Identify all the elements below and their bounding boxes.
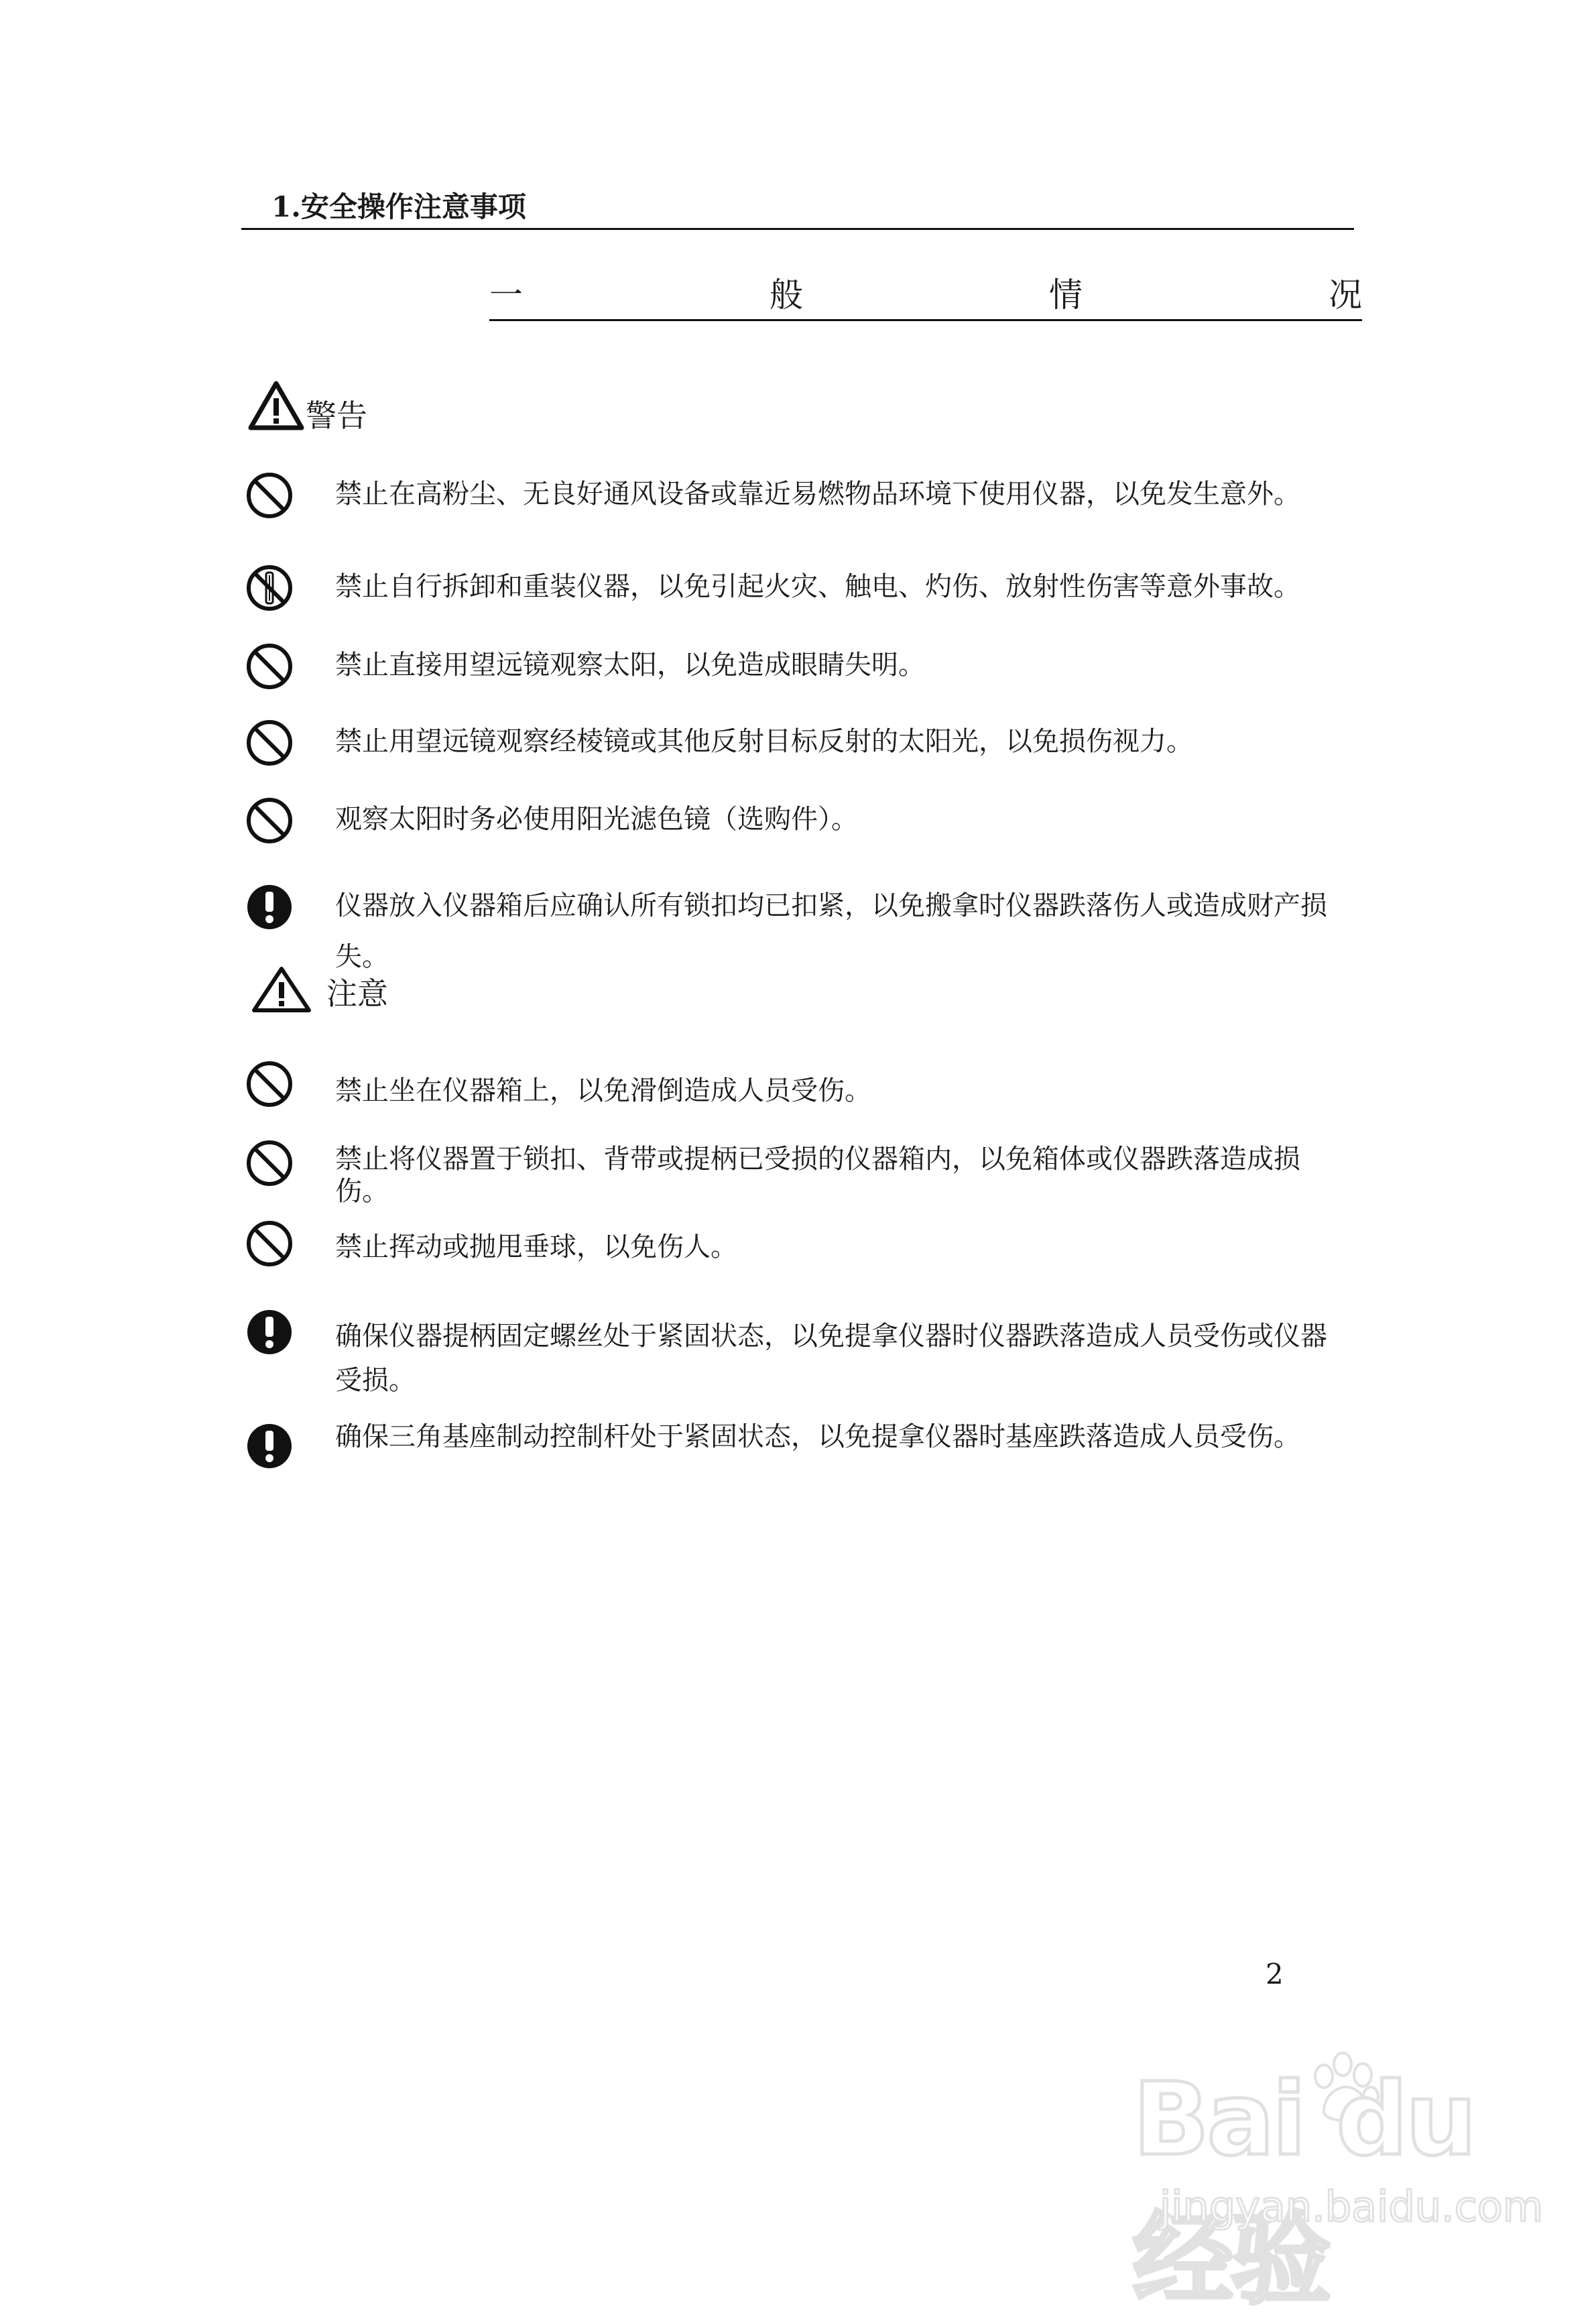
caution-item-text: 禁止坐在仪器箱上，以免滑倒造成人员受伤。 <box>335 1075 871 1106</box>
warning-item-text: 禁止直接用望远镜观察太阳，以免造成眼睛失明。 <box>335 650 925 680</box>
mandatory-icon <box>245 1307 294 1357</box>
prohibition-icon <box>245 1138 294 1188</box>
watermark-main-text: Bai du 经验 <box>1133 2062 1475 2318</box>
caution-item-text: 禁止将仪器置于锁扣、背带或提柄已受损的仪器箱内，以免箱体或仪器跌落造成损伤。 <box>335 1144 1300 1207</box>
mandatory-icon <box>245 1421 294 1471</box>
prohibition-icon <box>245 718 294 768</box>
warning-label <box>248 375 367 436</box>
baidu-watermark <box>1133 2048 1544 2318</box>
caution-label-text: 注意 <box>326 975 388 1012</box>
caution-item-text: 禁止挥动或抛甩垂球，以免伤人。 <box>335 1232 737 1262</box>
subtitle-char: 情 <box>1049 276 1083 314</box>
section-heading <box>241 189 1354 230</box>
page-number: 2 <box>1266 1958 1284 1990</box>
caution-label <box>251 965 388 1014</box>
caution-item-text: 确保三角基座制动控制杆处于紧固状态，以免提拿仪器时基座跌落造成人员受伤。 <box>335 1421 1300 1452</box>
no-disassembly-icon <box>245 563 294 613</box>
prohibition-icon <box>245 796 294 845</box>
warning-item-text: 禁止用望远镜观察经棱镜或其他反射目标反射的太阳光，以免损伤视力。 <box>335 726 1193 757</box>
warning-label-text: 警告 <box>306 398 367 434</box>
subtitle-char: 一 <box>489 276 523 314</box>
prohibition-icon <box>245 471 294 520</box>
subtitle-char: 般 <box>770 276 803 314</box>
warning-item-text: 禁止在高粉尘、无良好通风设备或靠近易燃物品环境下使用仪器，以免发生意外。 <box>335 479 1300 510</box>
prohibition-icon <box>245 1219 294 1268</box>
prohibition-icon <box>245 642 294 691</box>
warning-item-text: 观察太阳时务必使用阳光滤色镜（选购件）。 <box>335 804 858 835</box>
subtitle-char: 况 <box>1329 276 1362 314</box>
warning-triangle-icon <box>248 381 304 430</box>
warning-item-text: 仪器放入仪器箱后应确认所有锁扣均已扣紧，以免搬拿时仪器跌落伤人或造成财产损失。 <box>335 890 1327 972</box>
prohibition-icon <box>245 1059 294 1109</box>
watermark-url-text: jingyan.baidu.com <box>1160 2182 1544 2231</box>
section-heading-text: 1.安全操作注意事项 <box>271 190 526 223</box>
mandatory-icon <box>245 882 294 932</box>
caution-item-text: 确保仪器提柄固定螺丝处于紧固状态，以免提拿仪器时仪器跌落造成人员受伤或仪器受损。 <box>335 1321 1327 1396</box>
subtitle <box>489 275 1362 321</box>
caution-triangle-icon <box>251 966 312 1013</box>
warning-item-text: 禁止自行拆卸和重装仪器，以免引起火灾、触电、灼伤、放射性伤害等意外事故。 <box>335 571 1300 602</box>
